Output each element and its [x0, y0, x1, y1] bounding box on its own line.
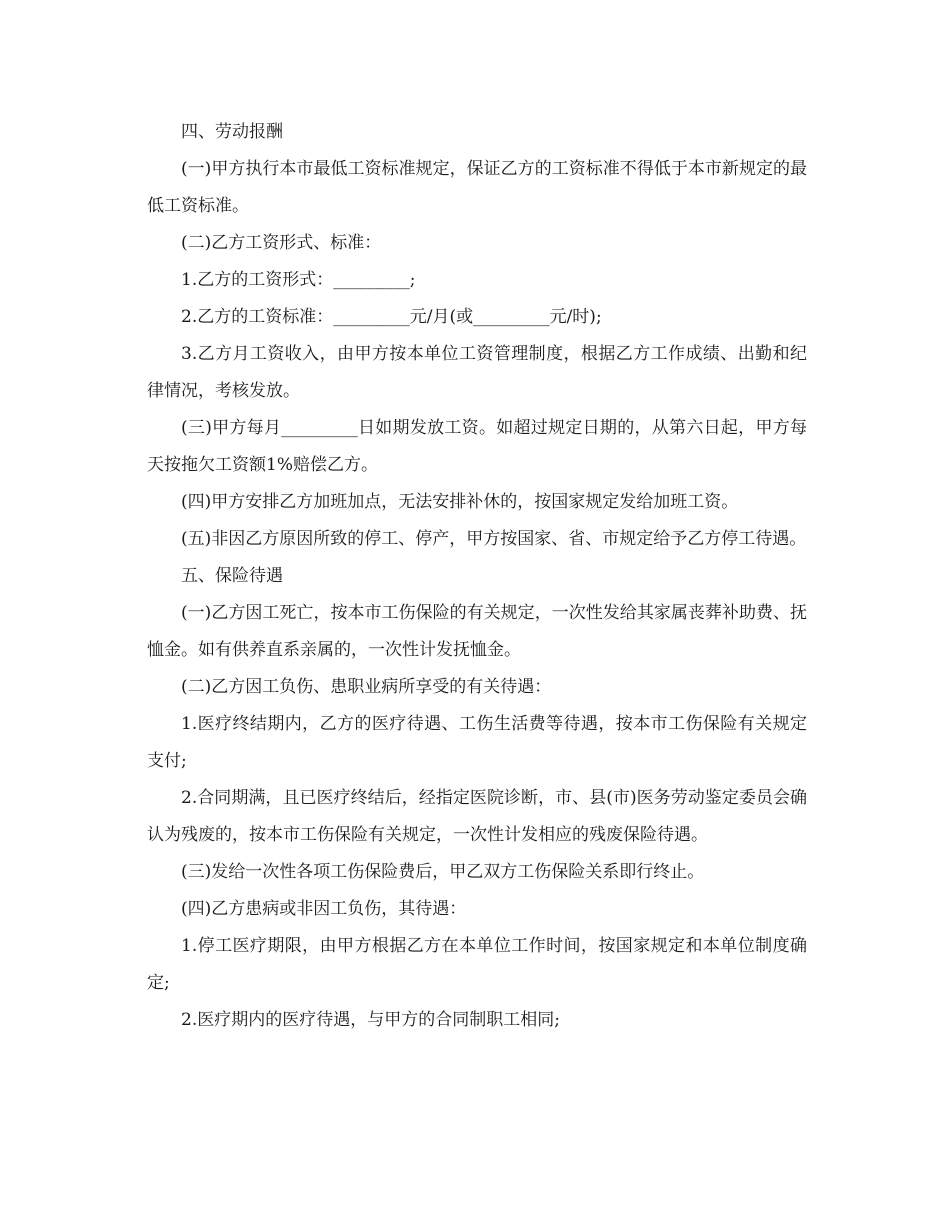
document-body — [147, 114, 807, 1039]
section-heading-insurance: 五、保险待遇 — [181, 566, 283, 586]
paragraph-sick-leave-period: 1.停工医疗期限，由甲方根据乙方在本单位工作时间，按国家规定和本单位制度确定; — [147, 936, 807, 993]
paragraph-wage-form: 1.乙方的工资形式：_________; — [181, 270, 416, 290]
paragraph-wage-form-standard: (二)乙方工资形式、标准： — [181, 233, 382, 253]
paragraph-work-death: (一)乙方因工死亡，按本市工伤保险的有关规定，一次性发给其家属丧葬补助费、抚恤金。如有供养直系亲属的，一次性计发抚恤金。 — [147, 603, 807, 660]
paragraph-monthly-income: 3.乙方月工资收入，由甲方按本单位工资管理制度，根据乙方工作成绩、出勤和纪律情况，考核发放。 — [147, 344, 807, 401]
paragraph-minimum-wage: (一)甲方执行本市最低工资标准规定，保证乙方的工资标准不得低于本市新规定的最低工资标准。 — [147, 159, 807, 216]
paragraph-work-injury: (二)乙方因工负伤、患职业病所享受的有关待遇： — [181, 677, 552, 697]
paragraph-insurance-termination: (三)发给一次性各项工伤保险费后，甲乙双方工伤保险关系即行终止。 — [181, 862, 705, 882]
paragraph-wage-standard: 2.乙方的工资标准：_________元/月(或_________元/时); — [181, 307, 602, 327]
paragraph-disability: 2.合同期满，且已医疗终结后，经指定医院诊断，市、县(市)医务劳动鉴定委员会确认为残废的，按本市工伤保险有关规定，一次性计发相应的残废保险待遇。 — [147, 788, 807, 845]
paragraph-illness: (四)乙方患病或非因工负伤，其待遇： — [181, 899, 467, 919]
paragraph-medical-treatment: 1.医疗终结期内，乙方的医疗待遇、工伤生活费等待遇，按本市工伤保险有关规定支付; — [147, 714, 807, 771]
paragraph-pay-date: (三)甲方每月_________日如期发放工资。如超过规定日期的，从第六日起，甲方每天按拖欠工资额1%赔偿乙方。 — [147, 418, 807, 475]
paragraph-overtime: (四)甲方安排乙方加班加点，无法安排补休的，按国家规定发给加班工资。 — [181, 492, 739, 512]
section-heading-labor-pay: 四、劳动报酬 — [181, 122, 283, 142]
paragraph-medical-benefits: 2.医疗期内的医疗待遇，与甲方的合同制职工相同; — [181, 1010, 560, 1030]
paragraph-work-stoppage: (五)非因乙方原因所致的停工、停产，甲方按国家、省、市规定给予乙方停工待遇。 — [181, 529, 807, 549]
